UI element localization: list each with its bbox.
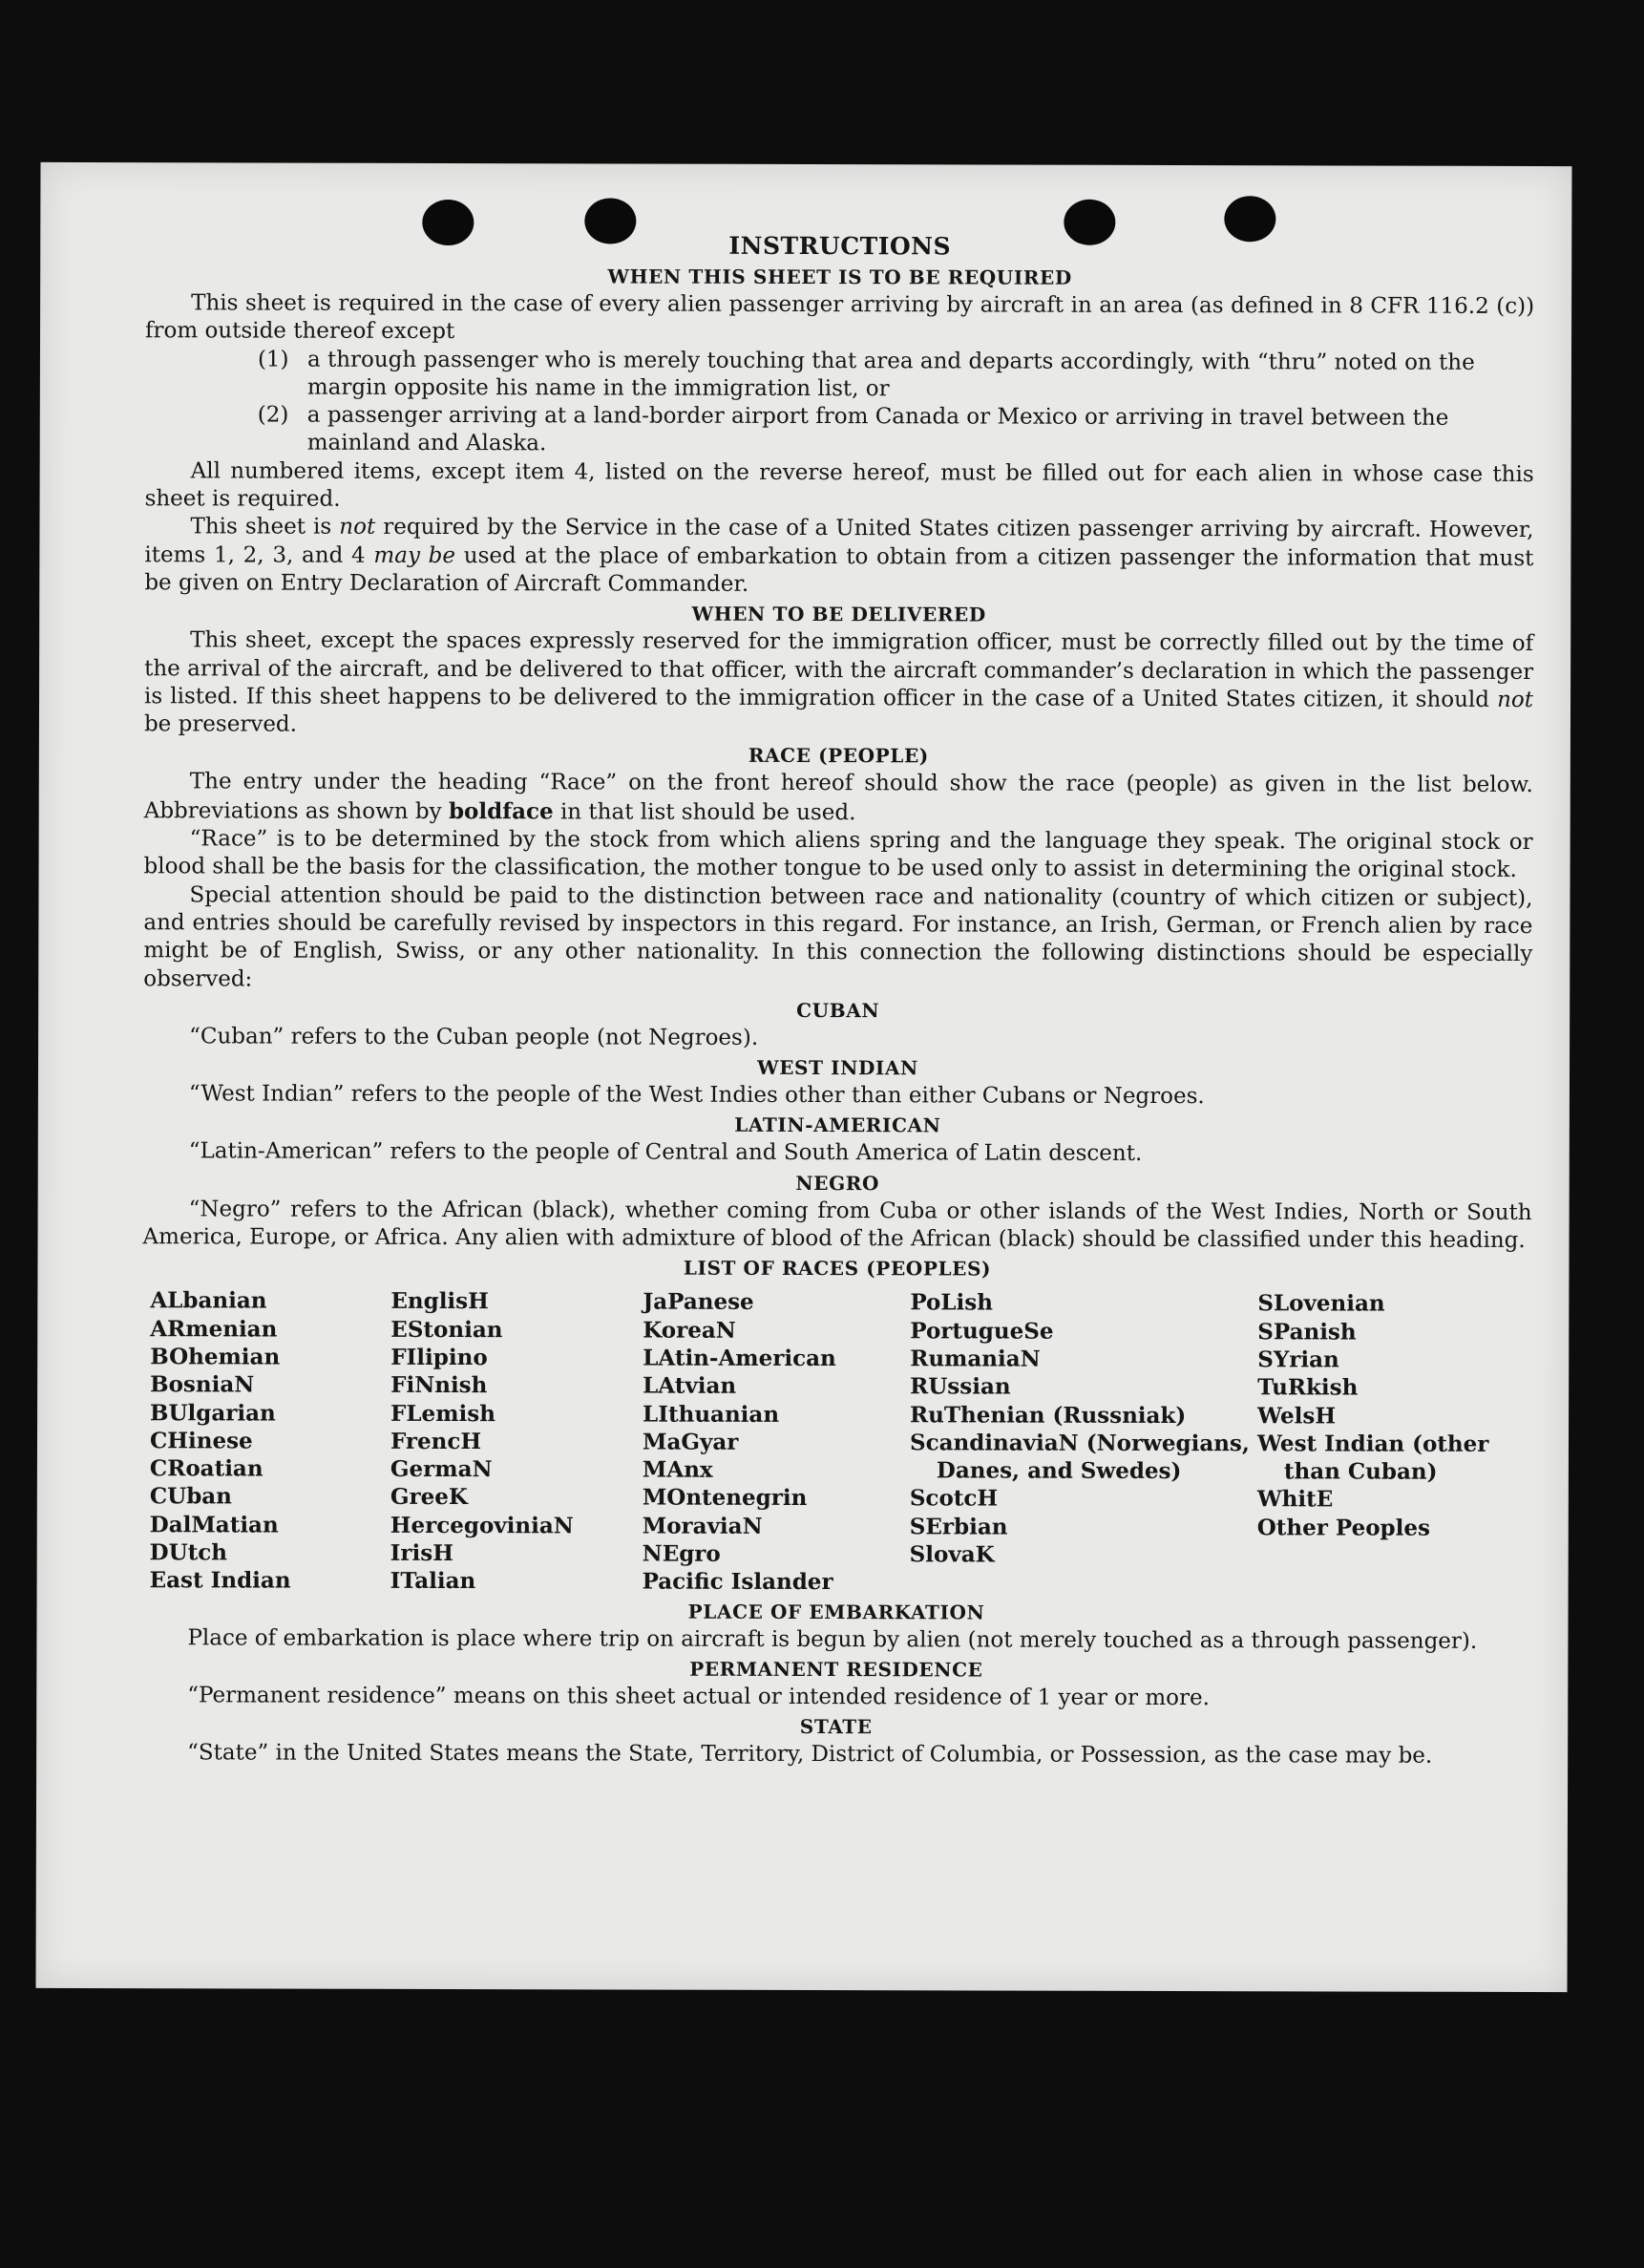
when-required-p2: All numbered items, except item 4, listed on the reverse hereof, must be filled out for each alien in whose case this sheet is required. xyxy=(144,458,1534,512)
race-entry: HercegoviniaN xyxy=(390,1512,574,1539)
race-entry: CUban xyxy=(149,1483,232,1510)
distinction-text: “Negro” refers to the African (black), whether coming from Cuba or other islands of the West Indies, North or South America, Europe, or Africa. Any alien with admixture of blood of the African (black) should be classified under this heading. xyxy=(142,1197,1532,1253)
race-entry: Pacific Islander xyxy=(642,1568,833,1596)
race-entry: Other Peoples xyxy=(1256,1514,1431,1541)
distinction-heading: LATIN-AMERICAN xyxy=(734,1113,941,1137)
races-column-1 xyxy=(150,1287,391,1596)
when-delivered-text: This sheet, except the spaces expressly reserved for the immigration officer, must be correctly filled out by the time of the arrival of the aircraft, and be delivered to that officer, with the aircraft commander’s declaration in which the passenger is listed. If this sheet happens to be delivered to the immigration officer in the case of a United States citizen, it should not be preserved. xyxy=(143,627,1534,737)
section-heading-race: RACE (PEOPLE) xyxy=(748,744,929,768)
section-heading-when-delivered: WHEN TO BE DELIVERED xyxy=(691,602,986,626)
race-entry: BUlgarian xyxy=(150,1399,276,1427)
race-entry: LIthuanian xyxy=(643,1401,780,1428)
race-entry: PortugueSe xyxy=(910,1317,1054,1345)
races-list-heading: LIST OF RACES (PEOPLES) xyxy=(683,1256,992,1281)
race-p1: The entry under the heading “Race” on the front hereof should show the race (people) as given in the list below. Abbreviations as shown by boldface in that list should be used. xyxy=(143,769,1533,825)
race-entry: ScotcH xyxy=(909,1485,999,1512)
race-entry: MoraviaN xyxy=(642,1513,763,1539)
when-required-p3: This sheet is not required by the Service in the case of a United States citizen passenger arriving by aircraft. However, items 1, 2, 3, and 4 may be used at the place of embarkation to obtain from a citizen passenger the information that must be given on Entry Declaration of Aircraft Commander. xyxy=(144,514,1534,597)
when-required-intro: This sheet is required in the case of every alien passenger arriving by aircraft in an area (as defined in 8 CFR 116.2 (c)) from outside thereof except xyxy=(145,290,1535,345)
race-entry: West Indian (other than Cuban) xyxy=(1256,1431,1489,1485)
distinction-text: “West Indian” refers to the people of the West Indies other than either Cubans or Negroes. xyxy=(188,1081,1205,1110)
item-text: a passenger arriving at a land-border airport from Canada or Mexico or arriving in travel between the mainland and Alaska. xyxy=(306,402,1449,456)
races-column-5 xyxy=(1257,1290,1507,1599)
distinction-heading: CUBAN xyxy=(796,998,880,1023)
race-entry: FrencH xyxy=(390,1428,482,1454)
race-entry: FIlipino xyxy=(390,1344,488,1371)
race-entry: GermaN xyxy=(390,1455,493,1483)
race-entry: SErbian xyxy=(909,1513,1008,1540)
instructions-content xyxy=(141,229,1534,1770)
race-entry: GreeK xyxy=(390,1484,468,1511)
races-column-3 xyxy=(643,1288,911,1597)
race-entry: EnglisH xyxy=(390,1288,489,1315)
race-entry: ALbanian xyxy=(150,1287,267,1314)
race-entry: FLemish xyxy=(390,1400,496,1427)
race-entry: JaPanese xyxy=(643,1288,754,1316)
distinction-text: “Cuban” refers to the Cuban people (not Negroes). xyxy=(189,1024,759,1050)
race-entry: MaGyar xyxy=(642,1429,739,1455)
race-entry: BosniaN xyxy=(150,1371,255,1398)
race-entry: ScandinaviaN (Norwegians, Danes, and Swedes) xyxy=(909,1430,1250,1485)
section-heading-residence: PERMANENT RESIDENCE xyxy=(689,1657,983,1682)
race-entry: NEgro xyxy=(642,1540,721,1567)
race-entry: ARmenian xyxy=(150,1315,278,1343)
distinction-heading: WEST INDIAN xyxy=(757,1055,918,1080)
race-entry: SLovenian xyxy=(1257,1290,1385,1317)
race-p2: “Race” is to be determined by the stock from which aliens spring and the language they speak. The original stock or blood shall be the basis for the classification, the mother tongue to be used only to assist in determining the original stock. xyxy=(143,826,1533,883)
race-entry: LAtvian xyxy=(643,1372,737,1400)
race-entry: LAtin-American xyxy=(643,1345,836,1371)
race-entry: RuThenian (Russniak) xyxy=(910,1401,1187,1429)
embarkation-text: Place of embarkation is place where trip on aircraft is begun by alien (not merely touched as a through passenger). xyxy=(187,1624,1478,1654)
race-entry: MAnx xyxy=(642,1456,713,1483)
races-list xyxy=(150,1287,1532,1599)
race-entry: PoLish xyxy=(910,1289,994,1316)
race-entry: East Indian xyxy=(149,1567,291,1594)
race-entry: MOntenegrin xyxy=(642,1484,808,1512)
races-column-4 xyxy=(910,1289,1258,1598)
race-entry: CHinese xyxy=(149,1428,253,1454)
race-entry: SlovaK xyxy=(909,1541,995,1568)
race-entry: WelsH xyxy=(1257,1402,1337,1429)
page-title: INSTRUCTIONS xyxy=(728,231,952,261)
exception-item-2 xyxy=(145,401,1534,460)
race-entry: RumaniaN xyxy=(910,1346,1041,1372)
item-number: (1) xyxy=(257,347,289,372)
race-entry: RUssian xyxy=(910,1373,1011,1400)
distinction-text: “Latin-American” refers to the people of Central and South America of Latin descent. xyxy=(188,1138,1143,1167)
race-entry: FiNnish xyxy=(390,1372,488,1399)
item-text: a through passenger who is merely touching that area and departs accordingly, with “thru” noted on the margin opposite his name in the immigration list, or xyxy=(306,347,1475,402)
section-heading-embarkation: PLACE OF EMBARKATION xyxy=(687,1600,985,1624)
race-entry: ITalian xyxy=(390,1568,476,1595)
race-entry: KoreaN xyxy=(643,1317,736,1344)
races-column-2 xyxy=(390,1287,643,1596)
section-heading-when-required: WHEN THIS SHEET IS TO BE REQUIRED xyxy=(607,265,1072,289)
distinction-heading: NEGRO xyxy=(795,1171,880,1195)
race-entry: EStonian xyxy=(390,1316,503,1343)
race-entry: BOhemian xyxy=(150,1344,281,1370)
item-number: (2) xyxy=(257,402,289,428)
state-text: “State” in the United States means the State, Territory, District of Columbia, or Possession, as the case may be. xyxy=(187,1740,1433,1769)
race-entry: DalMatian xyxy=(149,1511,279,1538)
exception-item-1 xyxy=(145,346,1534,405)
race-entry: DUtch xyxy=(149,1539,228,1566)
document-sheet xyxy=(35,162,1571,1992)
residence-text: “Permanent residence” means on this sheet actual or intended residence of 1 year or more. xyxy=(187,1683,1210,1710)
section-heading-state: STATE xyxy=(799,1715,873,1739)
race-entry: CRoatian xyxy=(149,1455,263,1482)
race-entry: SPanish xyxy=(1257,1318,1357,1346)
race-p3: Special attention should be paid to the distinction between race and nationality (country of which citizen or subject), and entries should be carefully revised by inspectors in this regard. For instance, an Irish, German, or French alien by race might be of English, Swiss, or any other nationality. In this connection the following distinctions should be especially observed: xyxy=(143,881,1533,992)
race-entry: WhitE xyxy=(1256,1486,1334,1513)
race-entry: SYrian xyxy=(1257,1346,1339,1373)
race-entry: IrisH xyxy=(390,1539,454,1567)
race-entry: TuRkish xyxy=(1257,1374,1359,1401)
